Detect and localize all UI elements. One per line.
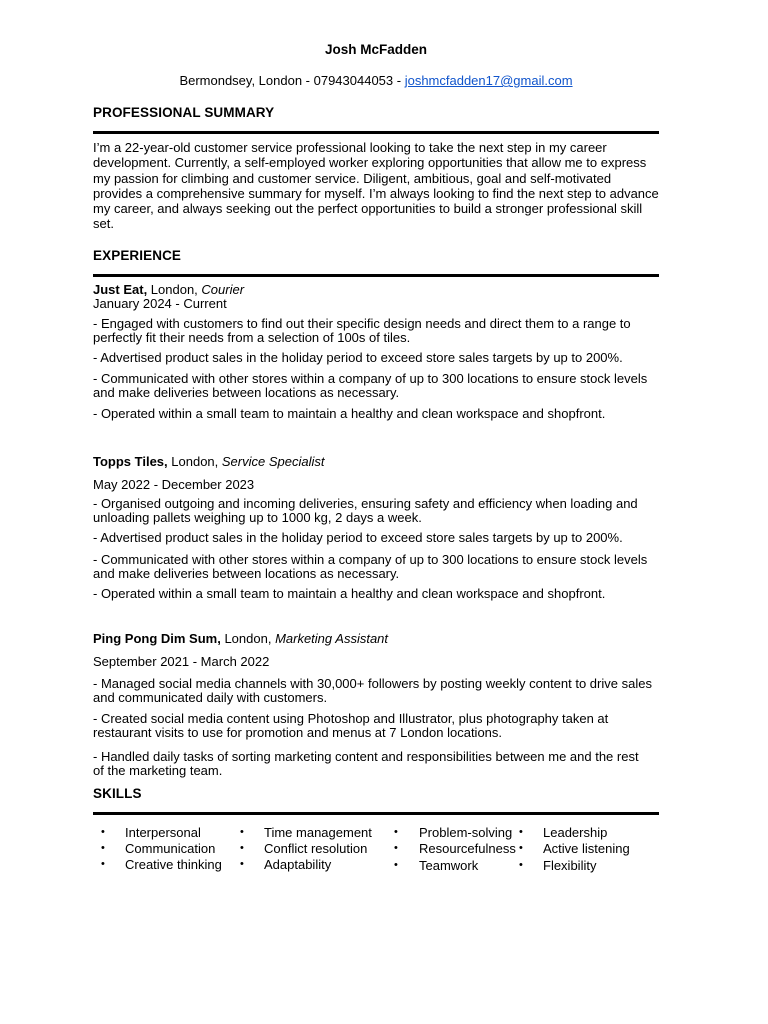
job-dates: May 2022 - December 2023 (93, 477, 255, 492)
bullet-dot-icon: • (101, 842, 105, 854)
skills-divider (93, 812, 659, 815)
summary-heading: PROFESSIONAL SUMMARY (93, 105, 275, 120)
skill-item: Teamwork (419, 858, 479, 873)
job-bullet: - Engaged with customers to find out their specific design needs and direct them to a range to perfectly fit their needs from a selection of 100s of tiles. (93, 316, 631, 345)
bullet-dot-icon: • (101, 826, 105, 838)
job-role: Service Specialist (221, 454, 325, 469)
job-role: Marketing Assistant (275, 631, 389, 646)
skill-item: Conflict resolution (264, 841, 368, 856)
bullet-dot-icon: • (240, 842, 244, 854)
job-location: London, (220, 631, 276, 646)
skills-heading: SKILLS (93, 786, 142, 801)
job-company: Just Eat, (93, 282, 148, 297)
job-header (93, 454, 324, 469)
job-location: London, (147, 282, 202, 297)
job-bullet: - Operated within a small team to maintain a healthy and clean workspace and shopfront. (93, 586, 606, 601)
job-bullet: - Advertised product sales in the holiday period to exceed store sales targets by up to 200%. (93, 530, 623, 545)
contact-details: Bermondsey, London - 07943044053 - (179, 73, 405, 88)
job-dates: September 2021 - March 2022 (93, 654, 270, 669)
bullet-dot-icon: • (394, 826, 398, 838)
job-company: Ping Pong Dim Sum, (93, 631, 221, 646)
bullet-dot-icon: • (240, 826, 244, 838)
job-bullet: - Communicated with other stores within a company of up to 300 locations to ensure stock levels and make deliveries between locations as necessary. (93, 371, 648, 400)
job-bullet: - Created social media content using Photoshop and Illustrator, plus photography taken at restaurant visits to use for promotion and menus at 7 London locations. (93, 711, 609, 740)
job-bullet: - Communicated with other stores within a company of up to 300 locations to ensure stock levels and make deliveries between locations as necessary. (93, 552, 648, 581)
skill-item: Communication (125, 841, 216, 856)
bullet-dot-icon: • (394, 859, 398, 871)
job-bullet: - Organised outgoing and incoming deliveries, ensuring safety and efficiency when loading and unloading pallets weighing up to 1000 kg, 2 days a week. (93, 496, 638, 525)
email-link[interactable]: joshmcfadden17@gmail.com (404, 73, 573, 88)
summary-text: I’m a 22-year-old customer service professional looking to take the next step in my career development. Currently, a self-employed worker exploring opportunities that allow me to express my passion for climbing and customer service. Diligent, ambitious, goal and self-motivated provides a comprehensive summary for myself. I’m always looking to find the next step to advance my career, and always seeking out the perfect opportunities to build a stronger professional skill set. (93, 140, 659, 232)
candidate-name: Josh McFadden (324, 42, 427, 57)
skill-item: Interpersonal (125, 825, 201, 840)
job-bullet: - Advertised product sales in the holiday period to exceed store sales targets by up to 200%. (93, 350, 623, 365)
skill-item: Creative thinking (125, 857, 222, 872)
contact-line (93, 73, 659, 88)
job-dates: January 2024 - Current (93, 296, 227, 311)
job-location: London, (167, 454, 222, 469)
skill-item: Problem-solving (419, 825, 513, 840)
job-header (93, 631, 388, 646)
skill-item: Resourcefulness (419, 841, 516, 856)
bullet-dot-icon: • (101, 858, 105, 870)
skill-item: Leadership (543, 825, 608, 840)
job-bullet: - Managed social media channels with 30,000+ followers by posting weekly content to drive sales and communicated daily with customers. (93, 676, 652, 705)
job-bullet: - Operated within a small team to maintain a healthy and clean workspace and shopfront. (93, 406, 606, 421)
job-bullet: - Handled daily tasks of sorting marketing content and responsibilities between me and the rest of the marketing team. (93, 749, 639, 778)
skill-item: Flexibility (543, 858, 597, 873)
skill-item: Adaptability (264, 857, 332, 872)
bullet-dot-icon: • (240, 858, 244, 870)
skill-item: Active listening (543, 841, 630, 856)
bullet-dot-icon: • (394, 842, 398, 854)
skill-item: Time management (264, 825, 372, 840)
bullet-dot-icon: • (519, 859, 523, 871)
job-header (93, 282, 244, 297)
experience-divider (93, 274, 659, 277)
bullet-dot-icon: • (519, 826, 523, 838)
summary-divider (93, 131, 659, 134)
job-company: Topps Tiles, (93, 454, 168, 469)
job-role: Courier (201, 282, 245, 297)
experience-heading: EXPERIENCE (93, 248, 182, 263)
bullet-dot-icon: • (519, 842, 523, 854)
